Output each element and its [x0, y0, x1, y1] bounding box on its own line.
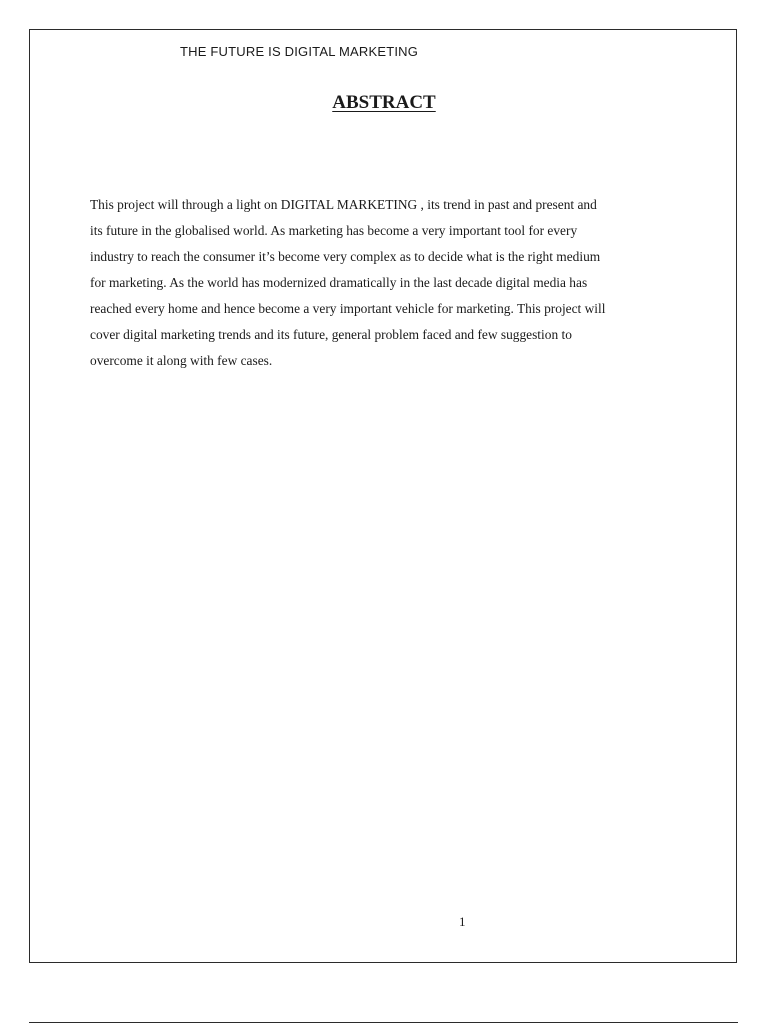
paragraph-line: overcome it along with few cases.: [90, 353, 273, 368]
paragraph-line: This project will through a light on DIGITAL MARKETING , its trend in past and present and: [90, 197, 597, 212]
section-title: ABSTRACT: [332, 92, 436, 113]
abstract-paragraph: [90, 192, 680, 374]
paragraph-line: industry to reach the consumer it’s become very complex as to decide what is the right medium: [90, 249, 601, 264]
paragraph-line: its future in the globalised world. As marketing has become a very important tool for every: [90, 223, 578, 238]
page-border: [29, 29, 737, 963]
next-page-top-rule: [29, 1022, 738, 1023]
running-header: THE FUTURE IS DIGITAL MARKETING: [180, 44, 419, 59]
page-number: 1: [459, 914, 466, 929]
paragraph-line: for marketing. As the world has modernized dramatically in the last decade digital media has: [90, 275, 588, 290]
paragraph-line: cover digital marketing trends and its future, general problem faced and few suggestion to: [90, 327, 572, 342]
paragraph-line: reached every home and hence become a very important vehicle for marketing. This project will: [90, 301, 606, 316]
